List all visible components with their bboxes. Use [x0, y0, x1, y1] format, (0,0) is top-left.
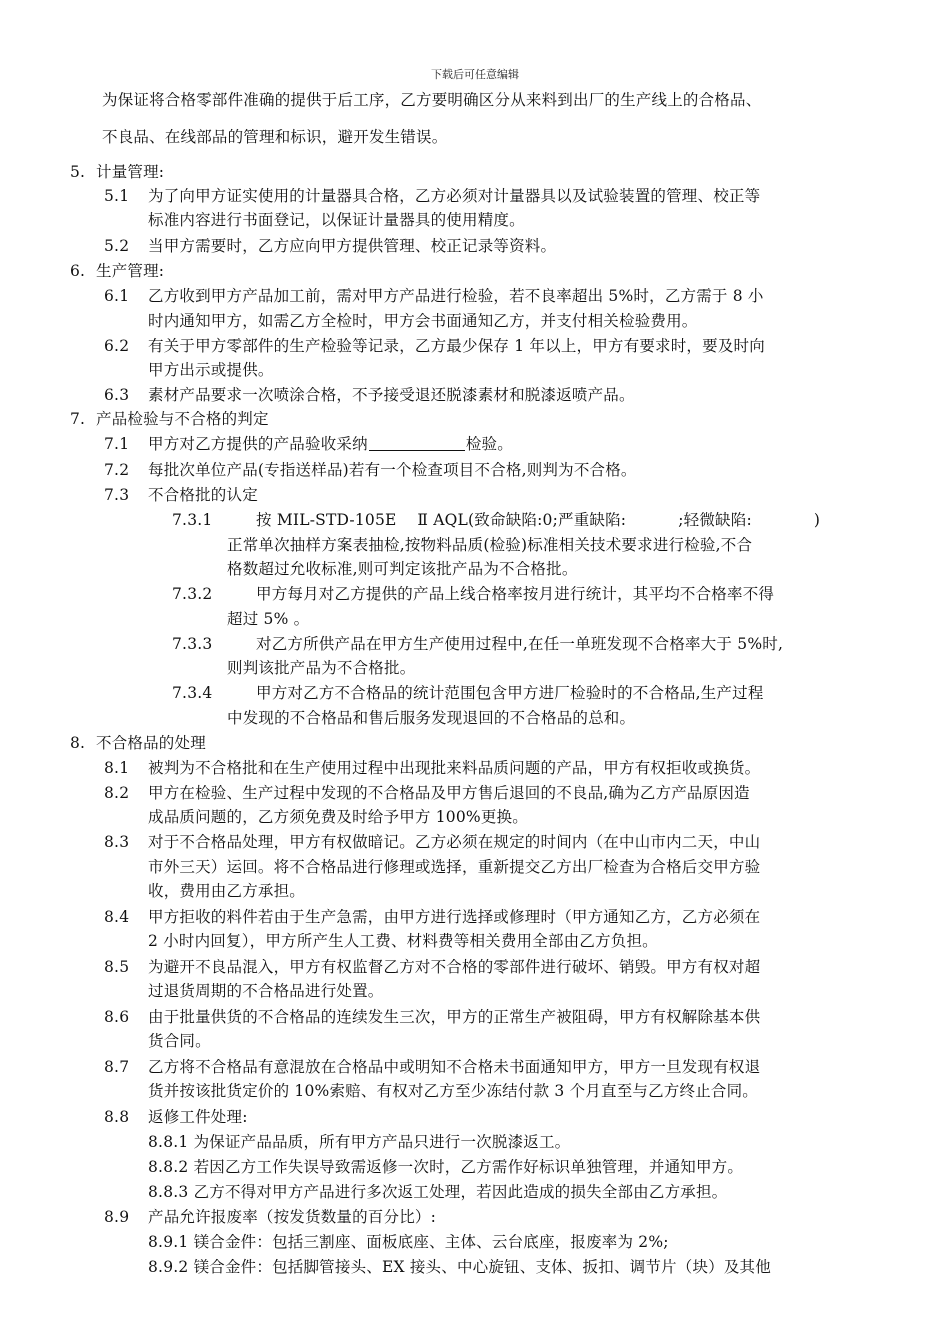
clause-number: 8.1 — [104, 759, 130, 777]
clause-8-3-line-1 — [104, 832, 760, 852]
clause-8-4-line-2: 2 小时内回复），甲方所产生人工费、材料费等相关费用全部由乙方负担。 — [148, 932, 658, 950]
clause-number: 8.6 — [104, 1008, 130, 1026]
clause-number: 7.1 — [104, 435, 130, 453]
clause-text: 返修工件处理: — [148, 1108, 248, 1126]
clause-7-1 — [104, 434, 513, 454]
clause-8-7-line-2: 货并按该批货定价的 10%索赔、有权对乙方至少冻结付款 3 个月直至与乙方终止合同。 — [148, 1082, 758, 1100]
clause-number: 5.1 — [104, 187, 130, 205]
clause-8-7-line-1 — [104, 1057, 760, 1077]
clause-text: 由于批量供货的不合格品的连续发生三次，甲方的正常生产被阻碍，甲方有权解除基本供 — [148, 1008, 761, 1026]
clause-text: 甲方对乙方不合格品的统计范围包含甲方进厂检验时的不合格品,生产过程 — [256, 684, 764, 702]
clause-7-3-1-line-3: 格数超过允收标准,则可判定该批产品为不合格批。 — [227, 560, 578, 578]
clause-8-8-2: 8.8.2 若因乙方工作失误导致需返修一次时，乙方需作好标识单独管理，并通知甲方。 — [148, 1158, 744, 1176]
clause-number: 6.2 — [104, 337, 130, 355]
clause-number: 8.9 — [104, 1208, 130, 1226]
clause-number: 5.2 — [104, 237, 130, 255]
clause-text: 每批次单位产品(专指送样品)若有一个检查项目不合格,则判为不合格。 — [148, 461, 637, 479]
clause-8-1 — [104, 758, 760, 778]
clause-number: 8.2 — [104, 784, 130, 802]
clause-8-3-line-3: 收，费用由乙方承担。 — [148, 882, 306, 900]
clause-5-1-line-2: 标准内容进行书面登记，以保证计量器具的使用精度。 — [148, 211, 525, 229]
clause-8-9-1: 8.9.1 镁合金件：包括三割座、面板底座、主体、云台底座，报废率为 2%; — [148, 1233, 669, 1251]
clause-text: 甲方拒收的料件若由于生产急需，由甲方进行选择或修理时（甲方通知乙方，乙方必须在 — [148, 908, 761, 926]
section-8-heading — [70, 733, 206, 753]
clause-text: 对乙方所供产品在甲方生产使用过程中,在任一单班发现不合格率大于 5%时, — [256, 635, 784, 653]
section-number: 8. — [70, 734, 86, 752]
clause-7-3 — [104, 485, 258, 505]
section-title: 计量管理: — [96, 163, 165, 181]
clause-text: 被判为不合格批和在生产使用过程中出现批来料品质问题的产品，甲方有权拒收或换货。 — [148, 759, 761, 777]
clause-text: 有关于甲方零部件的生产检验等记录，乙方最少保存 1 年以上，甲方有要求时，要及时向 — [148, 337, 765, 355]
clause-number: 7.2 — [104, 461, 130, 479]
clause-7-3-2-line-1 — [172, 584, 774, 604]
section-6-heading — [70, 261, 164, 281]
clause-text: 乙方将不合格品有意混放在合格品中或明知不合格未书面通知甲方，甲方一旦发现有权退 — [148, 1058, 761, 1076]
clause-number: 6.3 — [104, 386, 130, 404]
clause-7-3-4-line-1 — [172, 683, 764, 703]
intro-line-1: 为保证将合格零部件准确的提供于后工序，乙方要明确区分从来料到出厂的生产线上的合格品、 — [102, 91, 762, 109]
section-title: 不合格品的处理 — [96, 734, 206, 752]
clause-text-a: 按 MIL-STD-105E Ⅱ AQL(致命缺陷:0;严重缺陷: — [256, 511, 627, 529]
clause-6-2-line-1 — [104, 336, 765, 356]
clause-number: 7.3.1 — [172, 511, 213, 529]
clause-text: 甲方在检验、生产过程中发现的不合格品及甲方售后退回的不良品,确为乙方产品原因造 — [148, 784, 750, 802]
fill-in-blank[interactable] — [369, 436, 465, 451]
clause-text: 不合格批的认定 — [148, 486, 258, 504]
clause-8-9 — [104, 1207, 436, 1227]
clause-text: 甲方每月对乙方提供的产品上线合格率按月进行统计，其平均不合格率不得 — [256, 585, 775, 603]
section-title: 生产管理: — [96, 262, 165, 280]
clause-number: 8.7 — [104, 1058, 130, 1076]
section-title: 产品检验与不合格的判定 — [96, 410, 269, 428]
clause-8-2-line-2: 成品质问题的，乙方须免费及时给予甲方 100%更换。 — [148, 808, 528, 826]
clause-text-end: 检验。 — [465, 435, 513, 453]
clause-7-2 — [104, 460, 637, 480]
clause-number: 7.3.2 — [172, 585, 213, 603]
clause-text: 为避开不良品混入，甲方有权监督乙方对不合格的零部件进行破坏、销毁。甲方有权对超 — [148, 958, 761, 976]
clause-8-8-1: 8.8.1 为保证产品品质，所有甲方产品只进行一次脱漆返工。 — [148, 1133, 571, 1151]
clause-8-4-line-1 — [104, 907, 760, 927]
clause-text: 素材产品要求一次喷涂合格，不予接受退还脱漆素材和脱漆返喷产品。 — [148, 386, 635, 404]
clause-text-b: ;轻微缺陷: — [678, 511, 752, 529]
clause-5-1-line-1 — [104, 186, 760, 206]
clause-8-5-line-1 — [104, 957, 760, 977]
clause-text: 为了向甲方证实使用的计量器具合格，乙方必须对计量器具以及试验装置的管理、校正等 — [148, 187, 761, 205]
clause-6-1-line-2: 时内通知甲方，如需乙方全检时，甲方会书面通知乙方，并支付相关检验费用。 — [148, 312, 698, 330]
clause-text: 乙方收到甲方产品加工前，需对甲方产品进行检验，若不良率超出 5%时，乙方需于 8 小 — [148, 287, 764, 305]
clause-7-3-3-line-1 — [172, 634, 783, 654]
clause-number: 8.3 — [104, 833, 130, 851]
clause-number: 8.8 — [104, 1108, 130, 1126]
clause-number: 8.5 — [104, 958, 130, 976]
clause-text: 甲方对乙方提供的产品验收采纳 — [148, 435, 368, 453]
clause-8-6-line-2: 货合同。 — [148, 1032, 211, 1050]
clause-text: 对于不合格品处理，甲方有权做暗记。乙方必须在规定的时间内（在中山市内二天，中山 — [148, 833, 761, 851]
clause-7-3-1-line-2: 正常单次抽样方案表抽检,按物料品质(检验)标准相关技术要求进行检验,不合 — [227, 536, 753, 554]
clause-text-c: ) — [813, 511, 821, 529]
clause-number: 7.3 — [104, 486, 130, 504]
clause-8-8 — [104, 1107, 248, 1127]
clause-6-1-line-1 — [104, 286, 764, 306]
clause-number: 7.3.4 — [172, 684, 213, 702]
clause-6-3 — [104, 385, 635, 405]
clause-text: 当甲方需要时，乙方应向甲方提供管理、校正记录等资料。 — [148, 237, 557, 255]
clause-7-3-1-line-1 — [172, 510, 820, 530]
section-number: 7. — [70, 410, 86, 428]
clause-number: 6.1 — [104, 287, 130, 305]
clause-8-8-3: 8.8.3 乙方不得对甲方产品进行多次返工处理，若因此造成的损失全部由乙方承担。 — [148, 1183, 728, 1201]
section-7-heading — [70, 409, 269, 429]
clause-7-3-4-line-2: 中发现的不合格品和售后服务发现退回的不合格品的总和。 — [227, 709, 636, 727]
clause-5-2 — [104, 236, 556, 256]
page-header-note: 下载后可任意编辑 — [431, 68, 519, 81]
intro-line-2: 不良品、在线部品的管理和标识，避开发生错误。 — [102, 128, 448, 146]
clause-number: 8.4 — [104, 908, 130, 926]
clause-7-3-2-line-2: 超过 5% 。 — [227, 610, 310, 628]
section-number: 6. — [70, 262, 86, 280]
clause-number: 7.3.3 — [172, 635, 213, 653]
clause-8-6-line-1 — [104, 1007, 760, 1027]
clause-8-3-line-2: 市外三天）运回。将不合格品进行修理或选择，重新提交乙方出厂检查为合格后交甲方验 — [148, 858, 761, 876]
clause-8-9-2: 8.9.2 镁合金件：包括脚管接头、EX 接头、中心旋钮、支体、扳扣、调节片（块）及其他 — [148, 1258, 771, 1276]
clause-text: 产品允许报废率（按发货数量的百分比）: — [148, 1208, 437, 1226]
clause-7-3-3-line-2: 则判该批产品为不合格批。 — [227, 659, 416, 677]
clause-8-5-line-2: 过退货周期的不合格品进行处置。 — [148, 982, 384, 1000]
clause-6-2-line-2: 甲方出示或提供。 — [148, 361, 274, 379]
clause-8-2-line-1 — [104, 783, 750, 803]
section-number: 5. — [70, 163, 86, 181]
section-5-heading — [70, 162, 164, 182]
